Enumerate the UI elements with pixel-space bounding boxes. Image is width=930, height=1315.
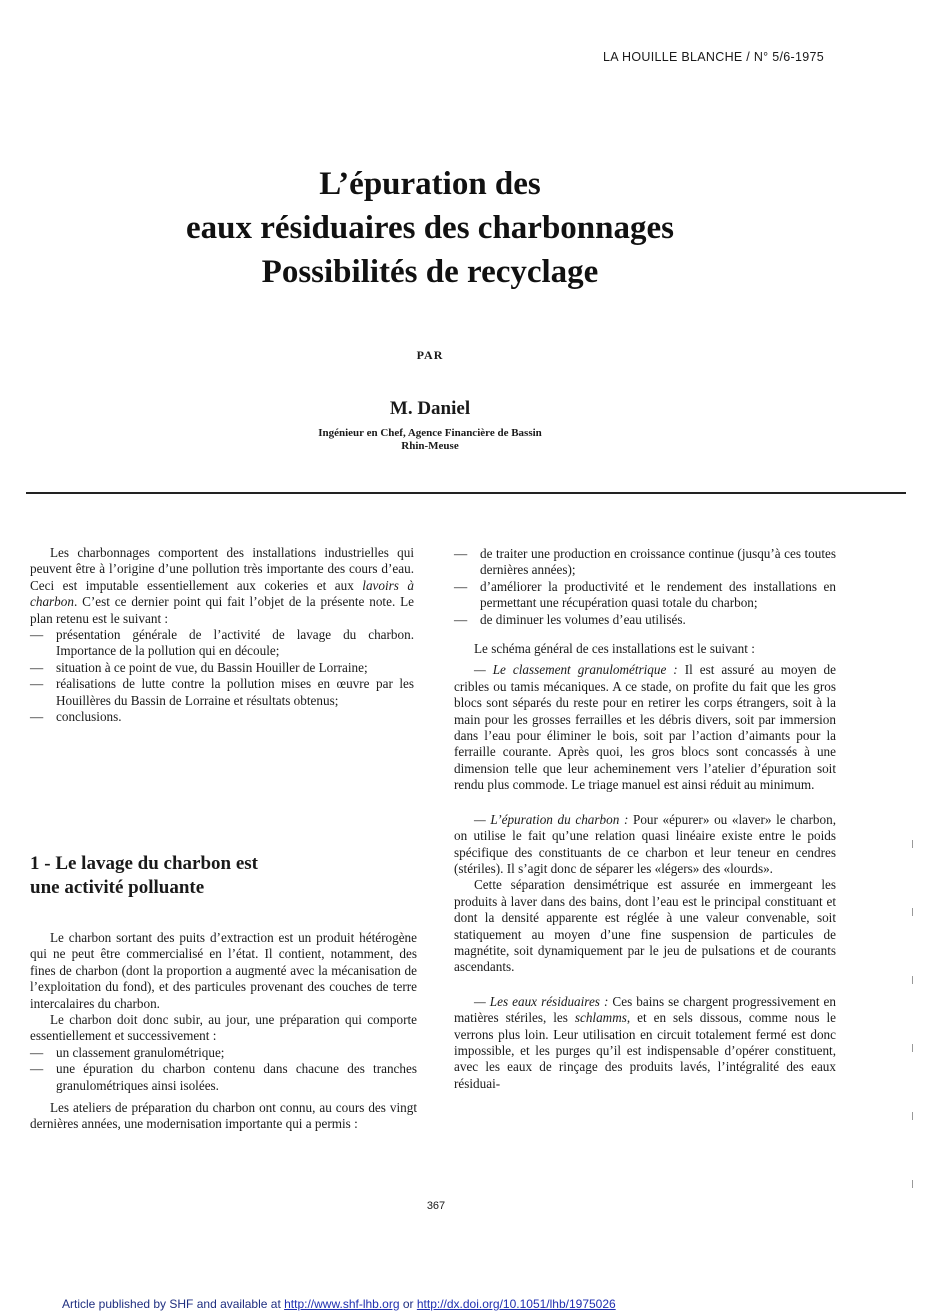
list-item: — de diminuer les volumes d’eau utilisés. xyxy=(454,612,836,628)
title-line-3: Possibilités de recyclage xyxy=(261,254,599,290)
author-affiliation xyxy=(0,427,860,453)
list-item: — d’améliorer la productivité et le rendement des installations en permettant une récupération quasi totale du charbon; xyxy=(454,579,836,612)
list-item: — réalisations de lutte contre la pollution mises en œuvre par les Houillères du Bassin de Lorraine et résultats obtenus; xyxy=(30,676,414,709)
classement-paragraph: — Le classement granulométrique : Il est assuré au moyen de cribles ou tamis mécaniques. A ce stade, on profite du fait que les gros blocs sont séparés du reste pour en retirer les corps étrangers, soit à la main pour les grosses ferrailles et les débris divers, soit par immersion dans l’eau pour éliminer le bois, soit par l’action d’aimants pour la ferraille courante. Après quoi, les gros blocs sont concassés à une dimension telle que leur acheminement vers l’atelier d’épuration soit rendu plus commode. Le triage manuel est ainsi réduit au minimum. xyxy=(454,662,837,793)
author-name: M. Daniel xyxy=(389,398,471,419)
title-line-2: eaux résiduaires des charbonnages xyxy=(185,210,674,246)
publication-footer xyxy=(62,1297,616,1311)
journal-header: LA HOUILLE BLANCHE / N° 5/6-1975 xyxy=(603,50,824,64)
right-column xyxy=(454,546,836,1092)
header-rule xyxy=(26,492,906,494)
section-heading xyxy=(30,852,414,900)
section1-paragraph-1: Le charbon sortant des puits d’extraction est un produit hétérogène qui ne peut être commercialisé en l’état. Il contient, notamment, des fines de charbon (dont la proportion a augmenté avec la mécanisation de l’exploitation du fond), et des particules provenant des couches de terre intercalaires du charbon. xyxy=(30,930,417,1011)
list-item: — présentation générale de l’activité de lavage du charbon. Importance de la pollution qui en découle; xyxy=(30,627,414,660)
schema-paragraph: Le schéma général de ces installations est le suivant : xyxy=(474,641,755,657)
article-title xyxy=(0,162,860,294)
footer-middle: or xyxy=(399,1297,417,1311)
title-line-1: L’épuration des xyxy=(319,166,541,202)
section1-paragraph-2: Le charbon doit donc subir, au jour, une préparation qui comporte essentiellement et successivement : xyxy=(30,1012,417,1044)
shf-link[interactable]: http://www.shf-lhb.org xyxy=(284,1297,400,1311)
epuration-paragraph: — L’épuration du charbon : Pour «épurer» ou «laver» le charbon, on utilise le fait qu’une relation quasi linéaire existe entre le poids spécifique des constituants de ce charbon et leur teneur en cendres (stériles). Il s’agit donc de séparer les «légers» des «lourds». xyxy=(454,811,837,876)
intro-column xyxy=(30,545,414,725)
affiliation-line-2: Rhin-Meuse xyxy=(401,440,459,452)
eaux-paragraph: — Les eaux résiduaires : Ces bains se chargent progressivement en matières stériles, les schlamms, et en sels dissous, comme nous le verrons plus loin. Leur utilisation en circuit totalement fermé est donc impossible, et les purges qu’il est indispensable d’opérer constituent, avec les eaux de rinçage des produits lavés, l’intégralité des eaux résiduai- xyxy=(454,993,837,1091)
list-item: — situation à ce point de vue, du Bassin Houiller de Lorraine; xyxy=(30,660,414,676)
doi-link[interactable]: http://dx.doi.org/10.1051/lhb/1975026 xyxy=(416,1297,616,1311)
separation-paragraph: Cette séparation densimétrique est assurée en immergeant les produits à laver dans des bains, dont l’eau est le principal constituant et dont la densité apparente est réglée à une valeur convenable, soit statiquement au moyen d’une fine suspension de particules de magnétite, soit dynamiquement par le jeu de pulsations et de courants ascendants. xyxy=(454,877,836,975)
plan-list xyxy=(30,627,414,725)
footer-prefix: Article published by SHF and available at xyxy=(62,1297,285,1311)
affiliation-line-1: Ingénieur en Chef, Agence Financière de Bassin xyxy=(318,427,542,439)
modernisation-list xyxy=(454,546,836,628)
page-number: 367 xyxy=(426,1200,446,1212)
intro-paragraph: Les charbonnages comportent des installations industrielles qui peuvent être à l’origine d’une pollution très importante des cours d’eau. Ceci est imputable essentiellement aux cokeries et aux lavoirs à charbon. C’est ce dernier point qui fait l’objet de la présente note. Le plan retenu est le suivant : xyxy=(30,545,414,626)
by-label: PAR xyxy=(416,348,444,362)
list-item: — un classement granulométrique; xyxy=(30,1045,417,1061)
preparation-list xyxy=(30,1045,417,1094)
list-item: — une épuration du charbon contenu dans chacune des tranches granulométriques ainsi isolées. xyxy=(30,1061,417,1094)
list-item: — conclusions. xyxy=(30,709,414,725)
scan-margin-marks xyxy=(912,840,914,1248)
section1-column xyxy=(30,930,417,1133)
heading-line-2: une activité polluante xyxy=(30,877,205,898)
section1-paragraph-3: Les ateliers de préparation du charbon ont connu, au cours des vingt dernières années, une modernisation importante qui a permis : xyxy=(30,1100,417,1132)
heading-line-1: 1 - Le lavage du charbon est xyxy=(30,853,258,874)
list-item: — de traiter une production en croissance continue (jusqu’à ces toutes dernières années); xyxy=(454,546,836,579)
